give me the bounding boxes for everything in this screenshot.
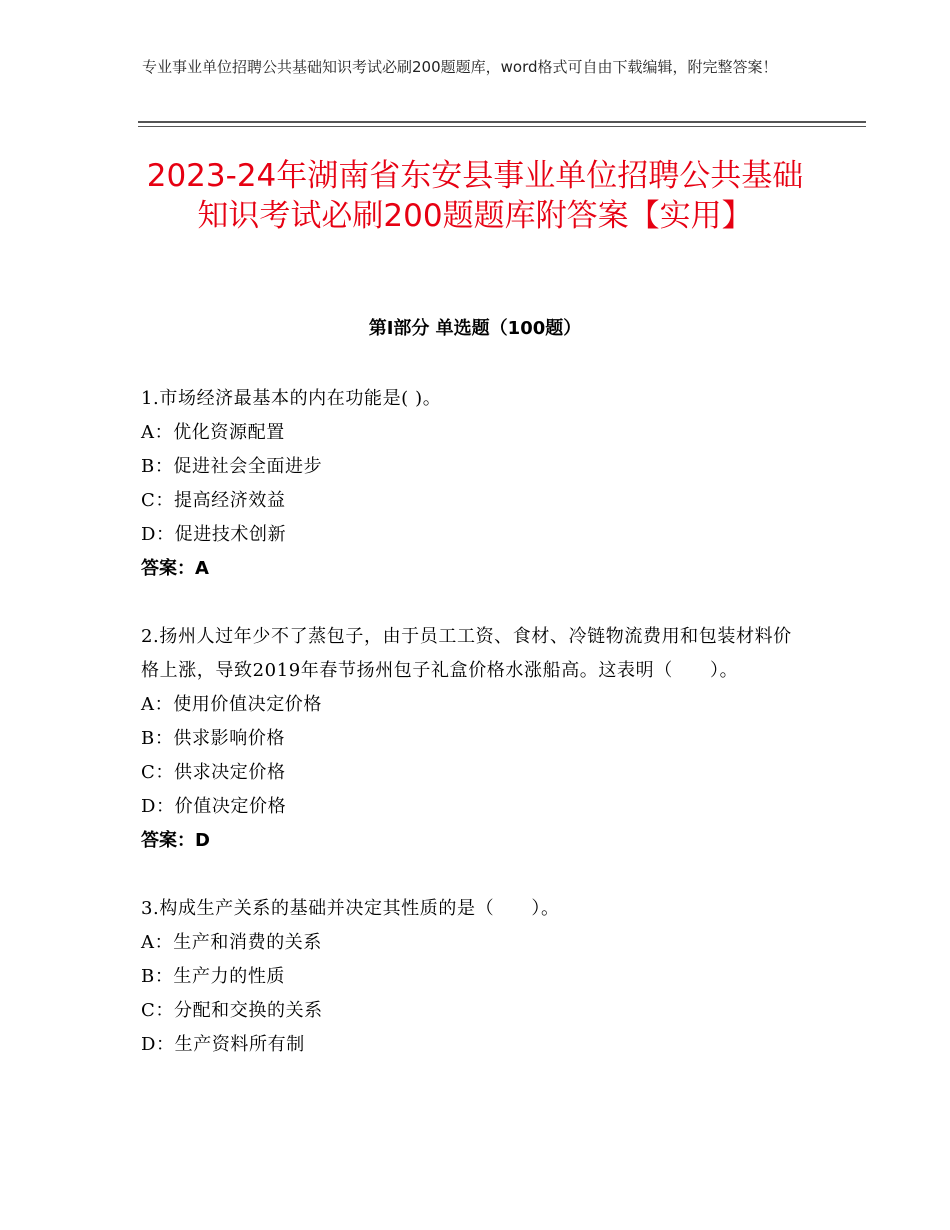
- question-stem: 2.扬州人过年少不了蒸包子，由于员工工资、食材、冷链物流费用和包装材料价格上涨，导致2019年春节扬州包子礼盒价格水涨船高。这表明（ ）。: [141, 626, 792, 681]
- answer: 答案：A: [141, 558, 209, 579]
- question-3: [141, 892, 806, 1062]
- question-list: [141, 382, 806, 1096]
- question-stem: 3.构成生产关系的基础并决定其性质的是（ ）。: [141, 898, 560, 919]
- section-heading: 第Ⅰ部分 单选题（100题）: [368, 318, 582, 339]
- option-c: C：供求决定价格: [141, 762, 286, 783]
- option-c: C：提高经济效益: [141, 490, 286, 511]
- question-stem: 1.市场经济最基本的内在功能是( )。: [141, 388, 442, 409]
- option-c: C：分配和交换的关系: [141, 1000, 323, 1021]
- option-d: D：价值决定价格: [141, 796, 287, 817]
- option-d: D：促进技术创新: [141, 524, 287, 545]
- answer: 答案：D: [141, 830, 210, 851]
- header-rule-thick: [138, 121, 866, 123]
- header-note: 专业事业单位招聘公共基础知识考试必刷200题题库，word格式可自由下载编辑，附完整答案！: [142, 58, 778, 76]
- question-1: [141, 382, 806, 586]
- option-b: B：生产力的性质: [141, 966, 286, 987]
- option-d: D：生产资料所有制: [141, 1034, 305, 1055]
- header-rule-thin: [138, 126, 866, 127]
- option-b: B：供求影响价格: [141, 728, 286, 749]
- option-a: A：生产和消费的关系: [141, 932, 322, 953]
- option-a: A：优化资源配置: [141, 422, 285, 443]
- question-2: [141, 620, 806, 858]
- option-a: A：使用价值决定价格: [141, 694, 322, 715]
- document-title: 2023-24年湖南省东安县事业单位招聘公共基础知识考试必刷200题题库附答案【实用】: [146, 158, 804, 234]
- option-b: B：促进社会全面进步: [141, 456, 323, 477]
